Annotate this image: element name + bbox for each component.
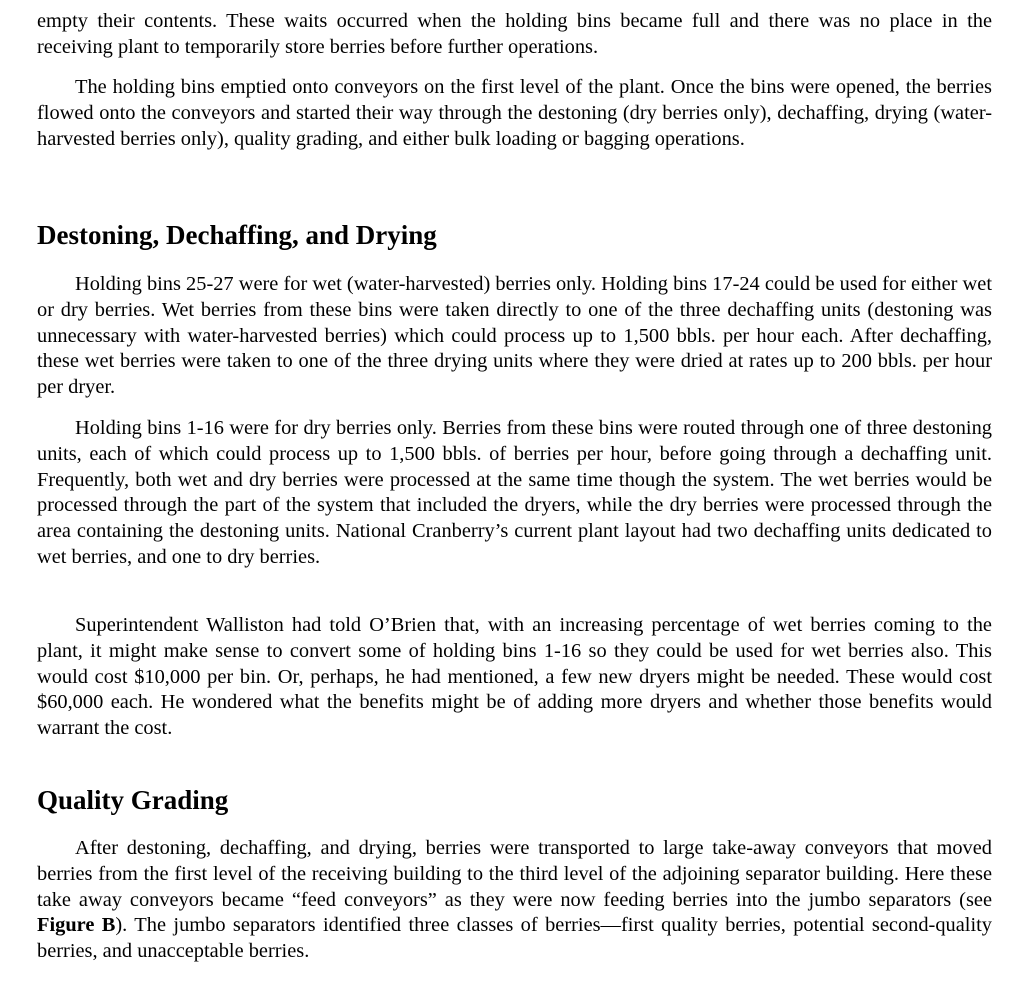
paragraph-text-part1: After destoning, dechaffing, and drying, berries were transported to large take-away conveyors that moved berries from the first level of the receiving building to the third level of the adjoining separator building. Here these take away conveyors became “feed conveyors” as they were now feeding berries into the jumbo separators (see — [37, 837, 992, 911]
paragraph-holding-bins-wet: Holding bins 25-27 were for wet (water-harvested) berries only. Holding bins 17-24 could be used for either wet or dry berries. Wet berries from these bins were taken directly to one of the three dechaffing units (destoning was unnecessary with water-harvested berries) which could process up to 1,500 bbls. per hour each. After dechaffing, these wet berries were taken to one of the three drying units where they were dried at rates up to 200 bbls. per hour per dryer. — [37, 273, 992, 399]
paragraph-holding-bins-dry: Holding bins 1-16 were for dry berries only. Berries from these bins were routed through one of three destoning units, each of which could process up to 1,500 bbls. of berries per hour, before going through a dechaffing unit. Frequently, both wet and dry berries were processed at the same time though the system. The wet berries would be processed through the part of the system that included the dryers, while the dry berries were processed through the area containing the destoning units. National Cranberry’s current plant layout had two dechaffing units dedicated to wet berries, and one to dry berries. — [37, 417, 992, 568]
paragraph-text-part2: ). The jumbo separators identified three classes of berries—first quality berries, potential second-quality berries, and unacceptable berries. — [37, 914, 992, 963]
paragraph-walliston: Superintendent Walliston had told O’Brien that, with an increasing percentage of wet berries coming to the plant, it might make sense to convert some of holding bins 1-16 so they could be used for wet berries also. This would cost $10,000 per bin. Or, perhaps, he had mentioned, a few new dryers might be needed. These would cost $60,000 each. He wondered what the benefits might be of adding more dryers and whether those benefits would warrant the cost. — [37, 614, 992, 740]
section-heading-quality-grading: Quality Grading — [37, 785, 229, 815]
figure-b-reference: Figure B — [37, 914, 116, 937]
section-heading-destoning: Destoning, Dechaffing, and Drying — [37, 220, 437, 250]
paragraph-intro-2: The holding bins emptied onto conveyors on the first level of the plant. Once the bins were opened, the berries flowed onto the conveyors and started their way through the destoning (dry berries only), dechaffing, drying (water-harvested berries only), quality grading, and either bulk loading or bagging operations. — [37, 76, 992, 150]
paragraph-quality-grading — [37, 836, 992, 965]
paragraph-intro-1: empty their contents. These waits occurred when the holding bins became full and there was no place in the receiving plant to temporarily store berries before further operations. — [37, 10, 992, 58]
